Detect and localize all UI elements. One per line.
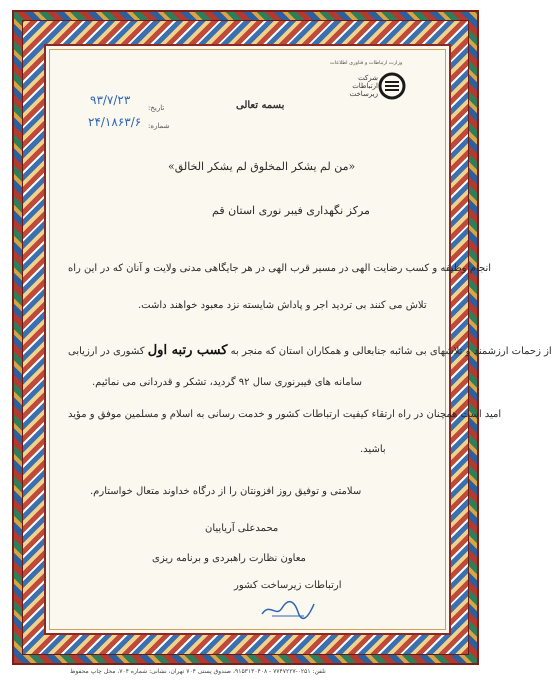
signatory-organization: ارتباطات زیرساخت کشور <box>234 580 342 591</box>
body-line-3-end: کشوری در ارزیابی <box>68 346 145 357</box>
body-line-5: امید است همچنان در راه ارتقاء کیفیت ارتباطات کشور و خدمت رسانی به اسلام و مسلمین موفق و مؤید <box>68 409 502 420</box>
footer-contact: تلفن: ۰۲۵۱-۷۷۴۷۲۲۷ - ۹۱۵۳۱۳۰۴۰۸، صندوق پستی ۷۰۴ تهران، نشانی: شماره ۷۰۴، محل چاپ محفوظ <box>70 668 326 675</box>
bismillah-heading: بسمه تعالی <box>236 100 285 111</box>
handwritten-signature <box>258 596 318 622</box>
body-line-3-start: از زحمات ارزشمند و تلاشهای بی شائبه جنابعالی و همکاران استان که منجر به <box>230 346 552 357</box>
ministry-name: وزارت ارتباطات و فناوری اطلاعات <box>330 60 403 66</box>
company-logo-icon <box>378 72 406 100</box>
rank-highlight: کسب رتبه اول <box>147 343 228 358</box>
date-label: تاریخ: <box>148 104 165 112</box>
body-line-4: سامانه های فیبرنوری سال ۹۲ گردید، تشکر و قدردانی می نمائیم. <box>92 377 363 388</box>
certificate-paper <box>44 44 451 635</box>
signatory-name: محمدعلی آریاییان <box>205 523 279 534</box>
number-label: شماره: <box>148 122 170 130</box>
body-line-1: انجام وظیفه و کسب رضایت الهی در مسیر قرب الهی در هر جایگاهی مدنی ولایت و آنان که در این راه <box>68 263 492 274</box>
addressee-line: مرکز نگهداری فیبر نوری استان قم <box>212 204 370 217</box>
body-line-6: باشید. <box>360 444 386 455</box>
number-value: ۲۴/۱۸۶۳/۶ <box>88 115 142 129</box>
company-name: شرکت ارتباطات زیرساخت <box>349 74 378 98</box>
date-value: ۹۳/۷/۲۳ <box>90 93 131 107</box>
signatory-title: معاون نظارت راهبردی و برنامه ریزی <box>152 553 306 564</box>
quote-line: «من لم یشکر المخلوق لم یشکر الخالق» <box>168 160 356 173</box>
body-line-2: تلاش می کنند بی تردید اجر و پاداش شایسته نزد معبود خواهند داشت. <box>138 300 427 311</box>
body-line-7: سلامتی و توفیق روز افزونتان را از درگاه خداوند متعال خواستارم. <box>90 486 362 497</box>
body-line-3 <box>68 343 552 358</box>
